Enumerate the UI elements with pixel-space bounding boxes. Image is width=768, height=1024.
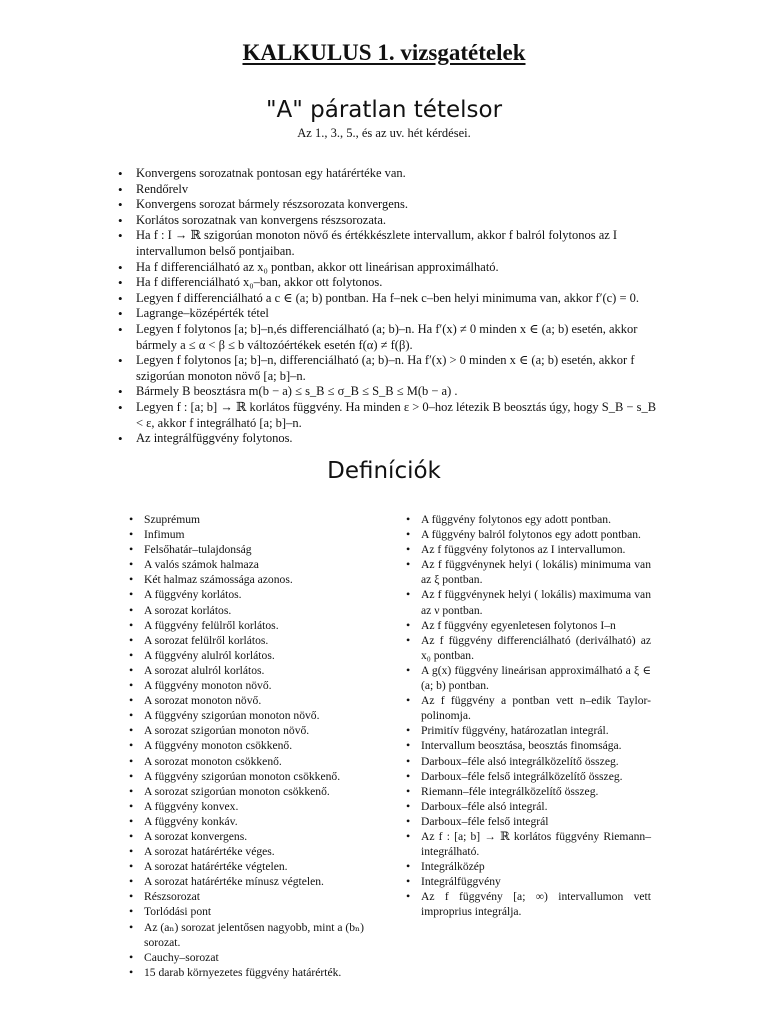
theorem-item: • Ha f differenciálható x₀–ban, akkor ott folytonos. <box>114 275 660 291</box>
theorem-item: • Korlátos sorozatnak van konvergens részsorozata. <box>114 213 660 229</box>
definition-item: • A függvény monoton növő. <box>128 678 381 693</box>
definition-item: • A függvény alulról korlátos. <box>128 648 381 663</box>
definition-item: • 15 darab környezetes függvény határérték. <box>128 965 381 980</box>
definition-item: • Az f : [a; b] → ℝ korlátos függvény Riemann–integrálható. <box>405 829 651 859</box>
theorem-item: • Legyen f folytonos [a; b]–n,és differenciálható (a; b)–n. Ha f′(x) ≠ 0 minden x ∈ (a; b) esetén, akkor bármely a ≤ α < β ≤ b változóértékek esetén f(α) ≠ f(β). <box>114 322 660 353</box>
definition-item: • Felsőhatár–tulajdonság <box>128 542 381 557</box>
definition-item: • Két halmaz számossága azonos. <box>128 572 381 587</box>
definition-item: • A sorozat szigorúan monoton növő. <box>128 723 381 738</box>
definition-item: • A függvény konvex. <box>128 799 381 814</box>
definition-item: • Az (aₙ) sorozat jelentősen nagyobb, mint a (bₙ) sorozat. <box>128 920 381 950</box>
definition-item: • Darboux–féle felső integrál <box>405 814 651 829</box>
definition-item: • Darboux–féle felső integrálközelítő összeg. <box>405 769 651 784</box>
definition-item: • Az f függvény a pontban vett n–edik Taylor-polinomja. <box>405 693 651 723</box>
definition-item: • A sorozat korlátos. <box>128 603 381 618</box>
theorem-item: • Ha f : I → ℝ szigorúan monoton növő és értékkészlete intervallum, akkor f balról folytonos az I intervallumon belső pontjaiban. <box>114 228 660 259</box>
definition-item: • Intervallum beosztása, beosztás finomsága. <box>405 738 651 753</box>
definition-item: • A függvény monoton csökkenő. <box>128 738 381 753</box>
definition-item: • Szuprémum <box>128 512 381 527</box>
definition-item: • A függvény szigorúan monoton növő. <box>128 708 381 723</box>
definition-item: • Darboux–féle alsó integrál. <box>405 799 651 814</box>
definitions-left-column <box>128 512 381 980</box>
definition-item: • A függvény balról folytonos egy adott pontban. <box>405 527 651 542</box>
theorem-item: • Legyen f : [a; b] → ℝ korlátos függvény. Ha minden ε > 0–hoz létezik B beosztás úgy, hogy S_B − s_B < ε, akkor f integrálható [a; b]–n. <box>114 400 660 431</box>
theorem-item: • Rendőrelv <box>114 182 660 198</box>
definition-item: • A sorozat szigorúan monoton csökkenő. <box>128 784 381 799</box>
definition-item: • A sorozat határértéke mínusz végtelen. <box>128 874 381 889</box>
definitions-title: Definíciók <box>327 458 441 484</box>
theorem-item: • Legyen f folytonos [a; b]–n, differenciálható (a; b)–n. Ha f′(x) > 0 minden x ∈ (a; b) esetén, akkor f szigorúan monoton növő [a; b]–n. <box>114 353 660 384</box>
definition-item: • A függvény korlátos. <box>128 587 381 602</box>
theorem-list <box>114 166 660 447</box>
definition-item: • Az f függvénynek helyi ( lokális) maximuma van az ν pontban. <box>405 587 651 617</box>
definition-item: • Primitív függvény, határozatlan integrál. <box>405 723 651 738</box>
definition-item: • Cauchy–sorozat <box>128 950 381 965</box>
definition-item: • Az f függvény differenciálható (deriválható) az x₀ pontban. <box>405 633 651 663</box>
definition-item: • Darboux–féle alsó integrálközelítő összeg. <box>405 754 651 769</box>
theorem-item: • Ha f differenciálható az x₀ pontban, akkor ott lineárisan approximálható. <box>114 260 660 276</box>
page-title: KALKULUS 1. vizsgatételek <box>242 40 526 65</box>
definition-item: • Torlódási pont <box>128 904 381 919</box>
definition-item: • A g(x) függvény lineárisan approximálható a ξ ∈ (a; b) pontban. <box>405 663 651 693</box>
definition-item: • A sorozat felülről korlátos. <box>128 633 381 648</box>
definition-item: • A függvény konkáv. <box>128 814 381 829</box>
definition-item: • Integrálfüggvény <box>405 874 651 889</box>
definition-item: • A sorozat konvergens. <box>128 829 381 844</box>
definition-item: • Az f függvény egyenletesen folytonos I–n <box>405 618 651 633</box>
definition-item: • A sorozat monoton csökkenő. <box>128 754 381 769</box>
definition-item: • Részsorozat <box>128 889 381 904</box>
definition-item: • A sorozat alulról korlátos. <box>128 663 381 678</box>
definition-item: • A valós számok halmaza <box>128 557 381 572</box>
theorem-item: • Az integrálfüggvény folytonos. <box>114 431 660 447</box>
definition-item: • Az f függvény [a; ∞) intervallumon vett improprius integrálja. <box>405 889 651 919</box>
definition-item: • A sorozat monoton növő. <box>128 693 381 708</box>
definition-item: • Infimum <box>128 527 381 542</box>
theorem-item: • Legyen f differenciálható a c ∈ (a; b) pontban. Ha f–nek c–ben helyi minimuma van, akkor f′(c) = 0. <box>114 291 660 307</box>
definition-item: • A függvény felülről korlátos. <box>128 618 381 633</box>
definition-item: • A sorozat határértéke véges. <box>128 844 381 859</box>
subtitle-note: Az 1., 3., 5., és az uv. hét kérdései. <box>297 126 471 140</box>
definition-item: • A függvény szigorúan monoton csökkenő. <box>128 769 381 784</box>
section-title-odd-set: "A" páratlan tételsor <box>265 97 503 123</box>
theorem-item: • Konvergens sorozatnak pontosan egy határértéke van. <box>114 166 660 182</box>
theorem-item: • Konvergens sorozat bármely részsorozata konvergens. <box>114 197 660 213</box>
definitions-right-column <box>405 512 651 920</box>
theorem-item: • Bármely B beosztásra m(b − a) ≤ s_B ≤ σ_B ≤ S_B ≤ M(b − a) . <box>114 384 660 400</box>
definition-item: • Integrálközép <box>405 859 651 874</box>
definition-item: • Az f függvény folytonos az I intervallumon. <box>405 542 651 557</box>
definition-item: • A függvény folytonos egy adott pontban. <box>405 512 651 527</box>
definition-item: • Az f függvénynek helyi ( lokális) minimuma van az ξ pontban. <box>405 557 651 587</box>
theorem-item: • Lagrange–középérték tétel <box>114 306 660 322</box>
definition-item: • Riemann–féle integrálközelítő összeg. <box>405 784 651 799</box>
definition-item: • A sorozat határértéke végtelen. <box>128 859 381 874</box>
